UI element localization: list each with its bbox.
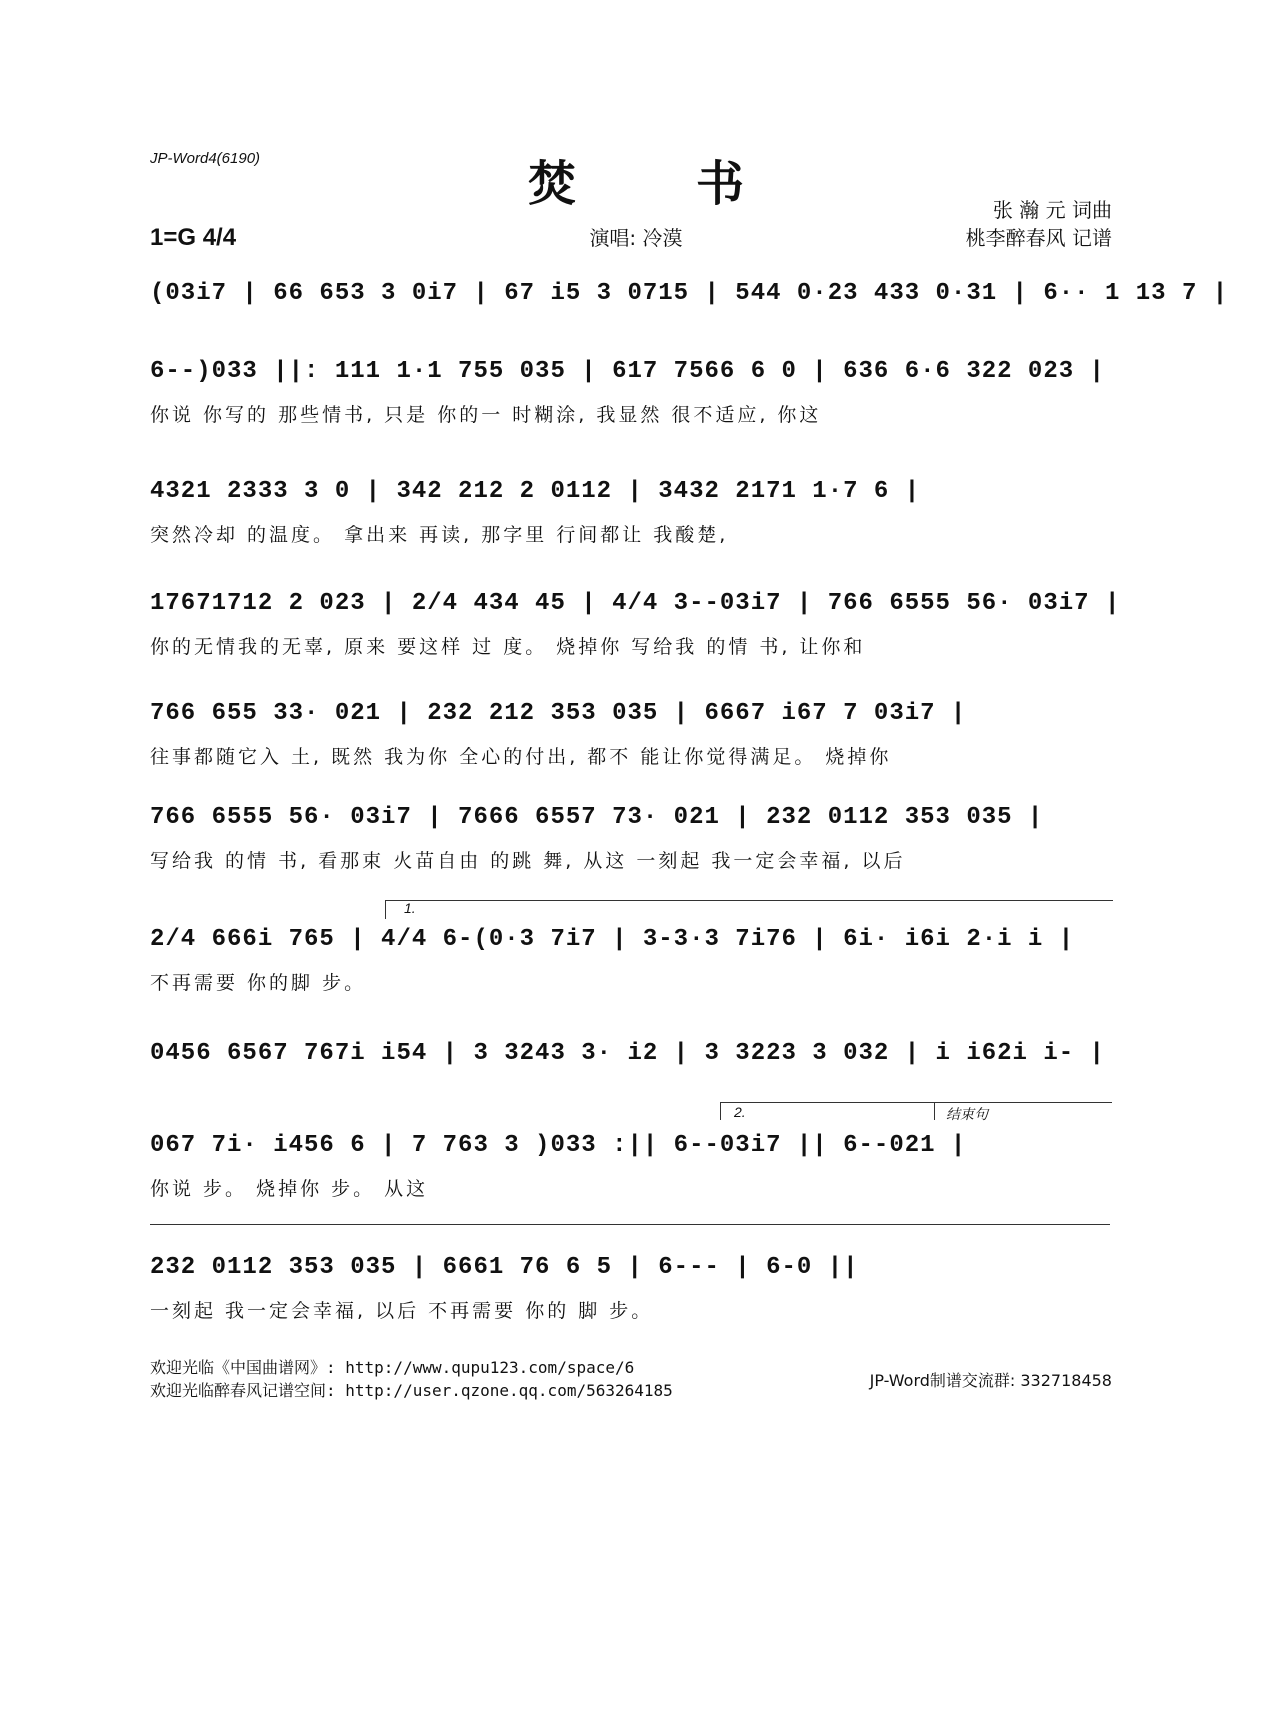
composer-credit: 张 瀚 元 词曲 (992, 198, 1112, 222)
volta-label-1: 1. (404, 900, 416, 916)
footer-links (150, 1356, 673, 1402)
notes-line: 232 0112 353 035 | 6661 76 6 5 | 6--- | 6-0 || (150, 1254, 859, 1281)
lyric-line: 写给我 的情 书, 看那束 火苗自由 的跳 舞, 从这 一刻起 我一定会幸福, 以后 (150, 850, 906, 872)
footer-link-qzone[interactable]: 欢迎光临醉春风记谱空间: http://user.qzone.qq.com/563264185 (150, 1381, 673, 1400)
section-line (150, 1224, 1110, 1243)
volta-bracket-2 (720, 1102, 723, 1120)
notes-line: 067 7i· i456 6 | 7 763 3 )033 :|| 6--03i7 || 6--021 | (150, 1132, 967, 1159)
song-title: 焚书 (527, 156, 864, 212)
notes-line: (03i7 | 66 653 3 0i7 | 67 i5 3 0715 | 544 0·23 433 0·31 | 6·· 1 13 7 | (150, 280, 1229, 307)
lyric-line: 你说 步。 烧掉你 步。 从这 (150, 1178, 429, 1200)
lyric-line: 你的无情我的无辜, 原来 要这样 过 度。 烧掉你 写给我 的情 书, 让你和 (150, 636, 866, 658)
lyric-line: 一刻起 我一定会幸福, 以后 不再需要 你的 脚 步。 (150, 1300, 654, 1322)
ending-label: 结束句 (946, 1106, 988, 1122)
notes-line: 766 655 33· 021 | 232 212 353 035 | 6667 i67 7 03i7 | (150, 700, 967, 727)
key-signature: 1=G 4/4 (150, 224, 237, 251)
notes-line: 2/4 666i 765 | 4/4 6-(0·3 7i7 | 3-3·3 7i76 | 6i· i6i 2·i i | (150, 926, 1075, 953)
volta-bracket-1 (385, 900, 1113, 919)
transcriber-credit: 桃李醉春风 记谱 (965, 226, 1112, 250)
footer-group: JP-Word制谱交流群: 332718458 (869, 1371, 1112, 1390)
lyric-line: 往事都随它入 土, 既然 我为你 全心的付出, 都不 能让你觉得满足。 烧掉你 (150, 746, 892, 768)
volta-top-line (720, 1102, 1112, 1121)
notes-line: 4321 2333 3 0 | 342 212 2 0112 | 3432 2171 1·7 6 | (150, 478, 921, 505)
footer-link-qupu[interactable]: 欢迎光临《中国曲谱网》: http://www.qupu123.com/space/6 (150, 1358, 635, 1377)
singer: 演唱: 冷漠 (589, 226, 683, 250)
notes-line: 6--)033 ||: 111 1·1 755 035 | 617 7566 6 0 | 636 6·6 322 023 | (150, 358, 1105, 385)
volta-label-2: 2. (734, 1104, 746, 1120)
lyric-line: 突然冷却 的温度。 拿出来 再读, 那字里 行间都让 我酸楚, (150, 524, 729, 546)
notes-line: 766 6555 56· 03i7 | 7666 6557 73· 021 | 232 0112 353 035 | (150, 804, 1044, 831)
notes-line: 17671712 2 023 | 2/4 434 45 | 4/4 3--03i7 | 766 6555 56· 03i7 | (150, 590, 1121, 617)
notes-line: 0456 6567 767i i54 | 3 3243 3· i2 | 3 3223 3 032 | i i62i i- | (150, 1040, 1105, 1067)
software-label: JP-Word4(6190) (150, 150, 261, 167)
lyric-line: 不再需要 你的脚 步。 (150, 972, 367, 994)
ending-bracket (934, 1102, 937, 1120)
lyric-line: 你说 你写的 那些情书, 只是 你的一 时糊涂, 我显然 很不适应, 你这 (150, 404, 822, 426)
